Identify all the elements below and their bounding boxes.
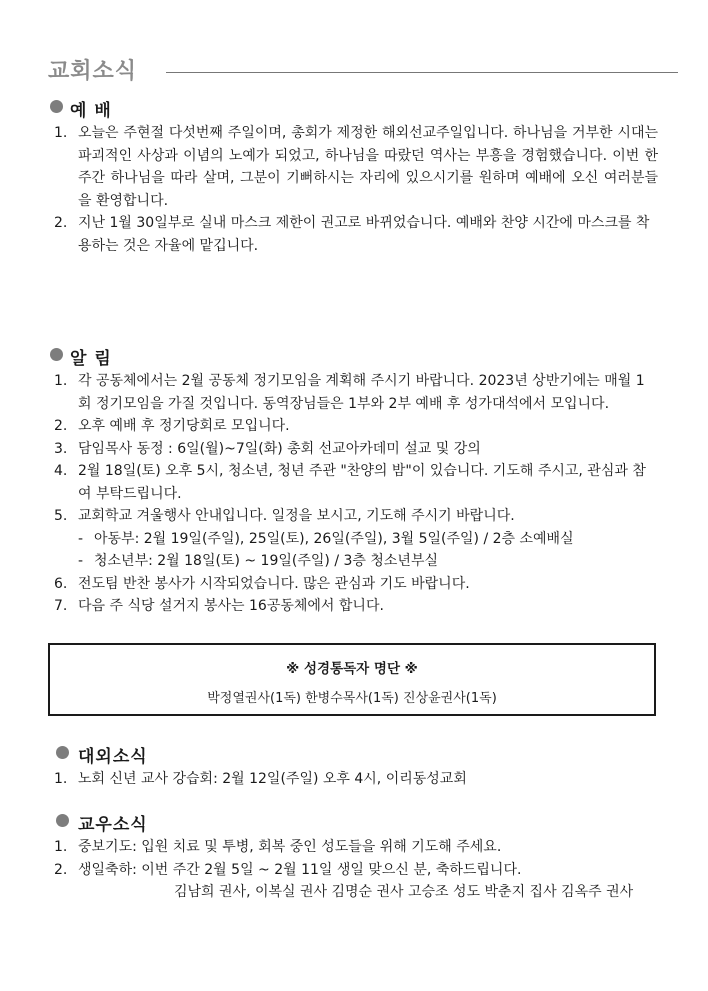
item-label: 생일축하: xyxy=(78,861,137,878)
list-item: 2. 오후 예배 후 정기당회로 모입니다. xyxy=(54,418,290,434)
notices-section xyxy=(48,344,658,618)
members-heading: 교우소식 xyxy=(48,810,658,834)
sub-item: - 청소년부: 2월 18일(토) ~ 19일(주일) / 3층 청소년부실 xyxy=(78,553,438,569)
notices-list xyxy=(48,370,658,618)
bullet-icon xyxy=(50,100,63,113)
list-item: 1. 오늘은 주현절 다섯번째 주일이며, 총회가 제정한 해외선교주일입니다. 하나님을 거부한 시대는 파괴적인 사상과 이념의 노예가 되었고, 하나님을 따랐던 역사는 부흥을 경험했습니다. 이번 한 주간 하나님을 따라 살며, 그분이 기뻐하시는 자리에 있으시기를 원하며 예배에 오신 여러분들을 환영합니다. xyxy=(54,125,658,209)
list-item: 6. 전도팀 반찬 봉사가 시작되었습니다. 많은 관심과 기도 바랍니다. xyxy=(54,575,470,592)
notices-heading: 알 림 xyxy=(48,344,658,368)
bullet-icon xyxy=(56,746,69,759)
worship-section xyxy=(48,96,658,257)
list-item: 1. 중보기도: 입원 치료 및 투병, 회복 중인 성도들을 위해 기도해 주세요. xyxy=(48,836,658,859)
worship-heading: 예 배 xyxy=(48,96,658,120)
list-item: 3. 담임목사 동정 : 6일(월)~7일(화) 총회 선교아카데미 설교 및 강의 xyxy=(54,440,481,457)
external-list xyxy=(48,768,658,791)
page-header xyxy=(48,52,678,88)
sub-item: - 아동부: 2월 19일(주일), 25일(토), 26일(주일), 3월 5일(주일) / 2층 소예배실 xyxy=(78,530,574,547)
list-item: 1. 노회 신년 교사 강습회: 2월 12일(주일) 오후 4시, 이리동성교회 xyxy=(54,771,467,787)
list-item: 7. 다음 주 식당 설거지 봉사는 16공동체에서 합니다. xyxy=(54,598,384,614)
list-item: 2. 생일축하: 이번 주간 2월 5일 ~ 2월 11일 생일 맞으신 분, 축하드립니다. 김남희 권사, 이복실 권사 김명순 권사 고승조 성도 박춘지 집사 김옥주 권사 xyxy=(48,859,658,904)
members-section xyxy=(48,810,658,904)
birthday-names: 김남희 권사, 이복실 권사 김명순 권사 고승조 성도 박춘지 집사 김옥주 권사 xyxy=(174,884,634,900)
bible-reader-names: 박정열권사(1독) 한병수목사(1독) 진상윤권사(1독) xyxy=(207,691,497,706)
bullet-icon xyxy=(50,348,63,361)
members-list xyxy=(48,836,658,904)
list-item: 4. 2월 18일(토) 오후 5시, 청소년, 청년 주관 "찬양의 밤"이 있습니다. 기도해 주시고, 관심과 참여 부탁드립니다. xyxy=(54,463,646,502)
external-heading: 대외소식 xyxy=(48,742,658,766)
list-item: 1. 각 공동체에서는 2월 공동체 정기모임을 계획해 주시기 바랍니다. 2023년 상반기에는 매월 1회 정기모임을 가질 것입니다. 동역장님들은 1부와 2부 예배 후 성가대석에서 모입니다. xyxy=(54,373,645,412)
bible-reader-box xyxy=(48,643,656,716)
external-section xyxy=(48,742,658,791)
worship-list xyxy=(48,122,658,257)
bullet-icon xyxy=(56,814,69,827)
list-item: 2. 지난 1월 30일부로 실내 마스크 제한이 권고로 바뀌었습니다. 예배와 찬양 시간에 마스크를 착용하는 것은 자율에 맡깁니다. xyxy=(54,215,650,254)
list-item: 5. 교회학교 겨울행사 안내입니다. 일정을 보시고, 기도해 주시기 바랍니다. - 아동부: 2월 19일(주일), 25일(토), 26일(주일), 3월 5일(주일) / 2층 소예배실 - 청소년부: 2월 18일(토) ~ 19일(주일) / 3층 청소년부실 xyxy=(48,505,658,573)
header-divider xyxy=(166,72,678,73)
item-label: 중보기도: xyxy=(78,839,137,855)
page-title: 교회소식 xyxy=(48,59,138,84)
bible-reader-title: ※ 성경통독자 명단 ※ xyxy=(286,661,418,677)
